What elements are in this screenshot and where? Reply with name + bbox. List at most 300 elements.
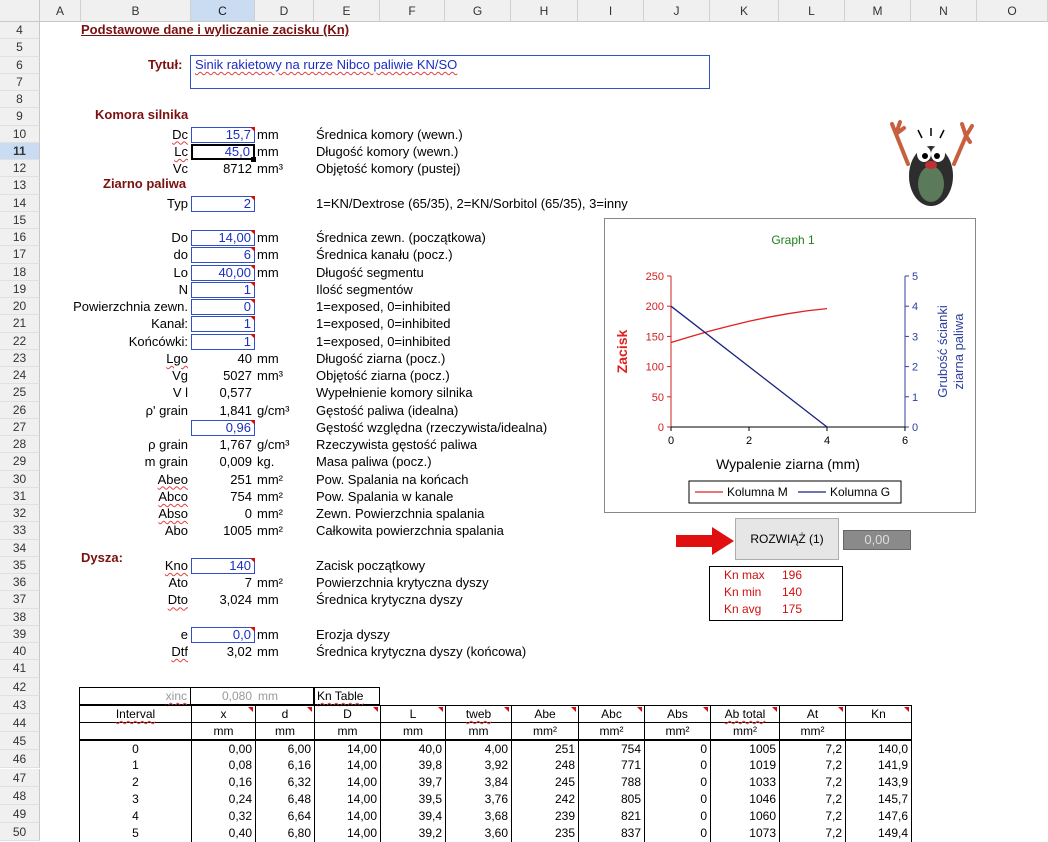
table-cell: 7,2 <box>780 791 846 808</box>
field-desc-19: Ilość segmentów <box>316 281 413 297</box>
field-value-16[interactable]: 14,00 <box>191 230 255 246</box>
xinc-unit: mm <box>255 687 314 705</box>
table-cell: 0,24 <box>192 791 256 808</box>
row-header-44[interactable]: 44 <box>0 714 40 732</box>
kn-chart <box>605 219 975 512</box>
row-header-22[interactable]: 22 <box>0 333 40 350</box>
field-unit-40: mm <box>257 644 279 659</box>
row-header-8[interactable]: 8 <box>0 91 40 108</box>
table-cell: 39,4 <box>381 808 446 825</box>
table-unit-8: mm² <box>645 723 711 740</box>
field-value-37: 3,024 <box>219 592 252 608</box>
x-tick-label: 2 <box>745 435 753 447</box>
section-nozzle: Dysza: <box>81 550 123 565</box>
column-header-m[interactable]: M <box>845 0 911 22</box>
x-tick-label: 0 <box>667 435 675 447</box>
table-cell: 1005 <box>711 740 780 757</box>
table-cell: 788 <box>579 774 645 791</box>
field-value-31: 754 <box>230 488 252 504</box>
row-header-41[interactable]: 41 <box>0 660 40 677</box>
x-tick-label: 4 <box>823 435 831 447</box>
y-tick-label: 50 <box>651 391 664 404</box>
row-header-33[interactable]: 33 <box>0 522 40 539</box>
field-unit-17: mm <box>257 247 279 263</box>
comment-marker <box>250 334 255 339</box>
column-header-k[interactable]: K <box>710 0 779 22</box>
y2-tick-label: 4 <box>912 301 919 314</box>
sheet-title: Podstawowe dane i wyliczanie zacisku (Kn) <box>81 22 350 37</box>
field-label-26: ρ' grain <box>145 402 188 418</box>
comment-marker <box>250 420 255 425</box>
title-label: Tytuł: <box>148 57 183 72</box>
field-desc-36: Powierzchnia krytyczna dyszy <box>316 575 489 590</box>
kn-summary-value-1: 140 <box>782 585 803 599</box>
table-cell: 2 <box>80 774 192 791</box>
table-unit-5: mm <box>446 723 512 740</box>
y2-axis-label-1: Grubość ścianki <box>935 305 950 398</box>
field-value-26: 1,841 <box>219 402 252 418</box>
field-label-30: Abeo <box>157 471 188 487</box>
field-value-25: 0,577 <box>219 385 252 401</box>
table-cell: 6,32 <box>256 774 315 791</box>
table-cell: 3,60 <box>446 825 512 842</box>
table-cell: 1073 <box>711 825 780 842</box>
table-cell: 6,80 <box>256 825 315 842</box>
field-value-22[interactable]: 1 <box>191 334 255 350</box>
comment-marker <box>250 282 255 287</box>
comment-marker <box>250 316 255 321</box>
field-desc-10: Średnica komory (wewn.) <box>316 126 463 142</box>
row-header-37[interactable]: 37 <box>0 591 40 608</box>
column-header-h[interactable]: H <box>511 0 578 22</box>
row-header-23[interactable]: 23 <box>0 350 40 367</box>
table-unit-10: mm² <box>780 723 846 740</box>
table-cell: 140,0 <box>846 740 912 757</box>
field-label-29: m grain <box>144 454 188 470</box>
field-desc-28: Rzeczywista gęstość paliwa <box>316 437 478 452</box>
legend-label-0: Kolumna M <box>727 485 788 499</box>
row-header-6[interactable]: 6 <box>0 57 40 74</box>
table-cell: 0 <box>645 774 711 791</box>
table-cell: 239 <box>512 808 579 825</box>
field-desc-14: 1=KN/Dextrose (65/35), 2=KN/Sorbitol (65/35), 3=inny <box>316 195 628 211</box>
table-cell: 0 <box>645 757 711 774</box>
field-desc-16: Średnica zewn. (początkowa) <box>316 230 486 245</box>
y-tick-label: 150 <box>645 331 664 344</box>
field-label-22: Końcówki: <box>128 333 188 349</box>
field-unit-11: mm <box>257 143 279 159</box>
field-label-23: Lgo <box>166 350 188 366</box>
field-unit-37: mm <box>257 592 279 608</box>
row-header-11[interactable]: 11 <box>0 143 40 160</box>
table-cell: 5 <box>80 825 192 842</box>
table-cell: 4 <box>80 808 192 825</box>
table-cell: 248 <box>512 757 579 774</box>
field-unit-39: mm <box>257 626 279 642</box>
table-cell: 1033 <box>711 774 780 791</box>
table-cell: 0,08 <box>192 757 256 774</box>
table-header-3: D <box>315 706 381 723</box>
table-cell: 7,2 <box>780 774 846 791</box>
table-cell: 14,00 <box>315 825 381 842</box>
row-header-4[interactable]: 4 <box>0 22 40 39</box>
table-cell: 235 <box>512 825 579 842</box>
row-header-28[interactable]: 28 <box>0 436 40 453</box>
table-cell: 771 <box>579 757 645 774</box>
column-header-l[interactable]: L <box>779 0 845 22</box>
row-header-35[interactable]: 35 <box>0 557 40 574</box>
row-header-45[interactable]: 45 <box>0 732 40 750</box>
field-unit-33: mm² <box>257 523 283 539</box>
table-cell: 1046 <box>711 791 780 808</box>
table-cell: 14,00 <box>315 808 381 825</box>
kn-summary-label-0: Kn max <box>724 568 765 582</box>
field-desc-31: Pow. Spalania w kanale <box>316 488 454 504</box>
field-unit-23: mm <box>257 350 279 366</box>
row-header-14[interactable]: 14 <box>0 195 40 212</box>
comment-marker <box>250 196 255 201</box>
kn-summary-label-1: Kn min <box>724 585 762 599</box>
field-desc-25: Wypełnienie komory silnika <box>316 385 473 401</box>
field-value-27[interactable]: 0,96 <box>191 420 255 436</box>
table-cell: 0 <box>645 808 711 825</box>
table-cell: 0 <box>645 825 711 842</box>
table-cell: 251 <box>512 740 579 757</box>
field-label-12: Vc <box>172 161 188 176</box>
field-desc-40: Średnica krytyczna dyszy (końcowa) <box>316 644 527 659</box>
row-header-26[interactable]: 26 <box>0 402 40 419</box>
table-cell: 245 <box>512 774 579 791</box>
field-value-36: 7 <box>244 575 252 590</box>
table-unit-11 <box>846 723 912 740</box>
field-desc-24: Objętość ziarna (pocz.) <box>316 368 450 383</box>
field-label-24: Vg <box>172 368 188 383</box>
table-cell: 3,68 <box>446 808 512 825</box>
table-cell: 39,2 <box>381 825 446 842</box>
chart-frame[interactable] <box>604 218 976 513</box>
column-header-a[interactable]: A <box>40 0 81 22</box>
field-label-36: Ato <box>168 575 188 590</box>
row-header-29[interactable]: 29 <box>0 453 40 470</box>
table-cell: 39,8 <box>381 757 446 774</box>
table-cell: 0 <box>645 740 711 757</box>
column-header-i[interactable]: I <box>578 0 644 22</box>
y2-tick-label: 1 <box>912 391 919 404</box>
solve-button[interactable]: ROZWIĄŻ (1) <box>735 518 839 560</box>
table-cell: 3,84 <box>446 774 512 791</box>
field-desc-17: Średnica kanału (pocz.) <box>316 247 453 263</box>
row-header-38[interactable]: 38 <box>0 609 40 626</box>
row-header-5[interactable]: 5 <box>0 39 40 56</box>
row-header-9[interactable]: 9 <box>0 108 40 125</box>
table-cell: 6,48 <box>256 791 315 808</box>
column-header-f[interactable]: F <box>380 0 445 22</box>
row-header-20[interactable]: 20 <box>0 298 40 315</box>
comment-marker <box>250 265 255 270</box>
table-cell: 40,0 <box>381 740 446 757</box>
y-axis-label: Zacisk <box>614 329 630 374</box>
field-desc-32: Zewn. Powierzchnia spalania <box>316 506 485 521</box>
row-header-47[interactable]: 47 <box>0 769 40 787</box>
row-header-48[interactable]: 48 <box>0 787 40 805</box>
row-header-7[interactable]: 7 <box>0 74 40 91</box>
table-cell: 3,76 <box>446 791 512 808</box>
table-cell: 1 <box>80 757 192 774</box>
comment-marker <box>250 247 255 252</box>
column-header-b[interactable]: B <box>81 0 191 22</box>
field-value-21[interactable]: 1 <box>191 316 255 332</box>
field-unit-10: mm <box>257 126 279 142</box>
field-desc-39: Erozja dyszy <box>316 626 390 642</box>
column-header-n[interactable]: N <box>911 0 977 22</box>
table-cell: 1019 <box>711 757 780 774</box>
table-header-4: L <box>381 706 446 723</box>
field-desc-35: Zacisk początkowy <box>316 557 426 573</box>
row-header-25[interactable]: 25 <box>0 384 40 401</box>
row-header-43[interactable]: 43 <box>0 696 40 714</box>
field-value-11[interactable]: 45,0 <box>191 144 255 160</box>
field-value-39[interactable]: 0,0 <box>191 627 255 643</box>
table-cell: 14,00 <box>315 757 381 774</box>
field-unit-28: g/cm³ <box>257 437 290 452</box>
kn-summary-value-2: 175 <box>782 602 803 616</box>
field-desc-22: 1=exposed, 0=inhibited <box>316 333 451 349</box>
field-unit-29: kg. <box>257 454 275 470</box>
table-cell: 821 <box>579 808 645 825</box>
table-header-1: x <box>192 706 256 723</box>
series-line-0 <box>671 309 827 343</box>
comment-marker <box>250 127 255 132</box>
y-tick-label: 200 <box>645 301 664 314</box>
row-header-13[interactable]: 13 <box>0 177 40 194</box>
field-label-37: Dto <box>167 592 188 608</box>
table-header-2: d <box>256 706 315 723</box>
table-cell: 3 <box>80 791 192 808</box>
field-label-32: Abso <box>158 506 188 521</box>
table-cell: 0 <box>645 791 711 808</box>
section-chamber: Komora silnika <box>95 107 189 122</box>
field-desc-11: Długość komory (wewn.) <box>316 143 459 159</box>
table-unit-6: mm² <box>512 723 579 740</box>
table-header-9: Ab total <box>711 706 780 723</box>
chart-title: Graph 1 <box>771 233 815 247</box>
y2-tick-label: 3 <box>912 331 919 344</box>
table-cell: 141,9 <box>846 757 912 774</box>
field-label-35: Kno <box>164 557 188 573</box>
row-header-17[interactable]: 17 <box>0 246 40 263</box>
field-value-17[interactable]: 6 <box>191 247 255 263</box>
field-unit-16: mm <box>257 230 279 245</box>
field-desc-21: 1=exposed, 0=inhibited <box>316 316 451 332</box>
table-cell: 242 <box>512 791 579 808</box>
column-header-g[interactable]: G <box>445 0 511 22</box>
field-label-39: e <box>180 626 188 642</box>
field-label-21: Kanał: <box>151 316 188 332</box>
table-cell: 0,00 <box>192 740 256 757</box>
kn-summary-value-0: 196 <box>782 568 803 582</box>
table-header-7: Abc <box>579 706 645 723</box>
table-header-8: Abs <box>645 706 711 723</box>
table-header-10: At <box>780 706 846 723</box>
red-arrow-icon <box>676 527 734 555</box>
field-value-30: 251 <box>230 471 252 487</box>
field-value-18[interactable]: 40,00 <box>191 265 255 281</box>
solve-result: 0,00 <box>843 530 911 550</box>
kn-table-label: Kn Table <box>314 687 380 705</box>
section-grain: Ziarno paliwa <box>103 176 187 191</box>
field-label-40: Dtf <box>171 644 188 659</box>
table-unit-9: mm² <box>711 723 780 740</box>
table-unit-2: mm <box>256 723 315 740</box>
row-header-30[interactable]: 30 <box>0 471 40 488</box>
row-header-49[interactable]: 49 <box>0 805 40 823</box>
field-value-28: 1,767 <box>219 437 252 452</box>
table-row <box>80 808 912 825</box>
row-header-34[interactable]: 34 <box>0 540 40 557</box>
column-header-j[interactable]: J <box>644 0 710 22</box>
table-row <box>80 774 912 791</box>
field-value-19[interactable]: 1 <box>191 282 255 298</box>
field-value-32: 0 <box>244 506 252 521</box>
y-tick-label: 250 <box>645 271 664 283</box>
table-cell: 837 <box>579 825 645 842</box>
field-desc-30: Pow. Spalania na końcach <box>316 471 469 487</box>
comment-marker <box>250 627 255 632</box>
field-label-17: do <box>173 247 188 263</box>
series-line-1 <box>671 306 827 427</box>
row-header-24[interactable]: 24 <box>0 367 40 384</box>
comment-marker <box>250 230 255 235</box>
field-unit-24: mm³ <box>257 368 283 383</box>
field-desc-29: Masa paliwa (pocz.) <box>316 454 432 470</box>
table-cell: 0,40 <box>192 825 256 842</box>
field-desc-37: Średnica krytyczna dyszy <box>316 592 463 608</box>
select-all-corner[interactable] <box>0 0 40 22</box>
field-desc-20: 1=exposed, 0=inhibited <box>316 299 451 314</box>
title-input[interactable]: Sinik rakietowy na rurze Nibco paliwie KN/SO <box>190 55 710 89</box>
column-header-o[interactable]: O <box>977 0 1048 22</box>
field-value-35[interactable]: 140 <box>191 558 255 574</box>
field-label-11: Lc <box>174 143 188 159</box>
table-cell: 143,9 <box>846 774 912 791</box>
field-unit-12: mm³ <box>257 161 283 176</box>
field-label-33: Abo <box>164 523 188 539</box>
field-desc-12: Objętość komory (pustej) <box>316 161 461 176</box>
field-label-20: Powierzchnia zewn. <box>73 299 188 314</box>
field-desc-26: Gęstość paliwa (idealna) <box>316 402 459 418</box>
table-cell: 0,16 <box>192 774 256 791</box>
table-cell: 14,00 <box>315 740 381 757</box>
column-header-d[interactable]: D <box>255 0 314 22</box>
kn-summary-box <box>709 566 843 621</box>
field-value-40: 3,02 <box>226 644 252 659</box>
row-header-40[interactable]: 40 <box>0 643 40 660</box>
table-header-0: Interval <box>80 706 192 723</box>
y2-tick-label: 5 <box>912 271 919 283</box>
table-cell: 6,64 <box>256 808 315 825</box>
row-header-18[interactable]: 18 <box>0 264 40 281</box>
row-header-46[interactable]: 46 <box>0 750 40 768</box>
row-header-27[interactable]: 27 <box>0 419 40 436</box>
field-value-20[interactable]: 0 <box>191 299 255 315</box>
mole-mascot-image <box>888 114 974 210</box>
row-header-19[interactable]: 19 <box>0 281 40 298</box>
table-cell: 7,2 <box>780 808 846 825</box>
comment-marker <box>250 558 255 563</box>
column-header-c[interactable]: C <box>191 0 255 22</box>
row-header-12[interactable]: 12 <box>0 160 40 177</box>
table-header-11: Kn <box>846 706 912 723</box>
table-cell: 39,7 <box>381 774 446 791</box>
row-header-16[interactable]: 16 <box>0 229 40 246</box>
field-value-23: 40 <box>237 350 252 366</box>
field-label-28: ρ grain <box>148 437 188 452</box>
field-value-10[interactable]: 15,7 <box>191 127 255 143</box>
field-label-18: Lo <box>173 264 188 280</box>
row-header-39[interactable]: 39 <box>0 626 40 643</box>
row-header-21[interactable]: 21 <box>0 315 40 332</box>
column-header-e[interactable]: E <box>314 0 380 22</box>
table-cell: 6,00 <box>256 740 315 757</box>
field-unit-32: mm² <box>257 506 283 521</box>
table-unit-7: mm² <box>579 723 645 740</box>
legend-label-1: Kolumna G <box>830 485 891 499</box>
table-cell: 147,6 <box>846 808 912 825</box>
field-label-16: Do <box>171 230 188 245</box>
field-unit-30: mm² <box>257 471 283 487</box>
comment-marker <box>250 299 255 304</box>
row-header-15[interactable]: 15 <box>0 212 40 229</box>
field-desc-18: Długość segmentu <box>316 264 424 280</box>
table-cell: 0 <box>80 740 192 757</box>
field-value-14[interactable]: 2 <box>191 196 255 212</box>
row-header-32[interactable]: 32 <box>0 505 40 522</box>
x-tick-label: 6 <box>901 435 909 447</box>
table-unit-4: mm <box>381 723 446 740</box>
x-axis-label: Wypalenie ziarna (mm) <box>716 456 860 472</box>
table-unit-1: mm <box>192 723 256 740</box>
table-row <box>80 740 912 757</box>
table-cell: 14,00 <box>315 774 381 791</box>
table-cell: 0,32 <box>192 808 256 825</box>
y-tick-label: 0 <box>657 422 664 434</box>
table-cell: 6,16 <box>256 757 315 774</box>
table-header-6: Abe <box>512 706 579 723</box>
y2-tick-label: 2 <box>912 361 919 374</box>
xinc-value: 0,080 <box>191 687 255 705</box>
table-cell: 805 <box>579 791 645 808</box>
field-desc-27: Gęstość względna (rzeczywista/idealna) <box>316 419 548 435</box>
y-tick-label: 100 <box>645 361 664 374</box>
table-row <box>80 791 912 808</box>
kn-summary-label-2: Kn avg <box>724 602 762 616</box>
table-cell: 145,7 <box>846 791 912 808</box>
row-header-31[interactable]: 31 <box>0 488 40 505</box>
kn-table <box>79 705 912 842</box>
field-value-29: 0,009 <box>219 454 252 470</box>
row-header-10[interactable]: 10 <box>0 126 40 143</box>
y2-axis-label-2: ziarna paliwa <box>951 313 966 390</box>
row-header-36[interactable]: 36 <box>0 574 40 591</box>
row-header-50[interactable]: 50 <box>0 823 40 841</box>
table-row <box>80 825 912 842</box>
table-row <box>80 757 912 774</box>
field-value-24: 5027 <box>223 368 252 383</box>
field-value-12: 8712 <box>223 161 252 176</box>
field-unit-36: mm² <box>257 575 283 590</box>
row-header-42[interactable]: 42 <box>0 678 40 696</box>
field-unit-26: g/cm³ <box>257 402 290 418</box>
